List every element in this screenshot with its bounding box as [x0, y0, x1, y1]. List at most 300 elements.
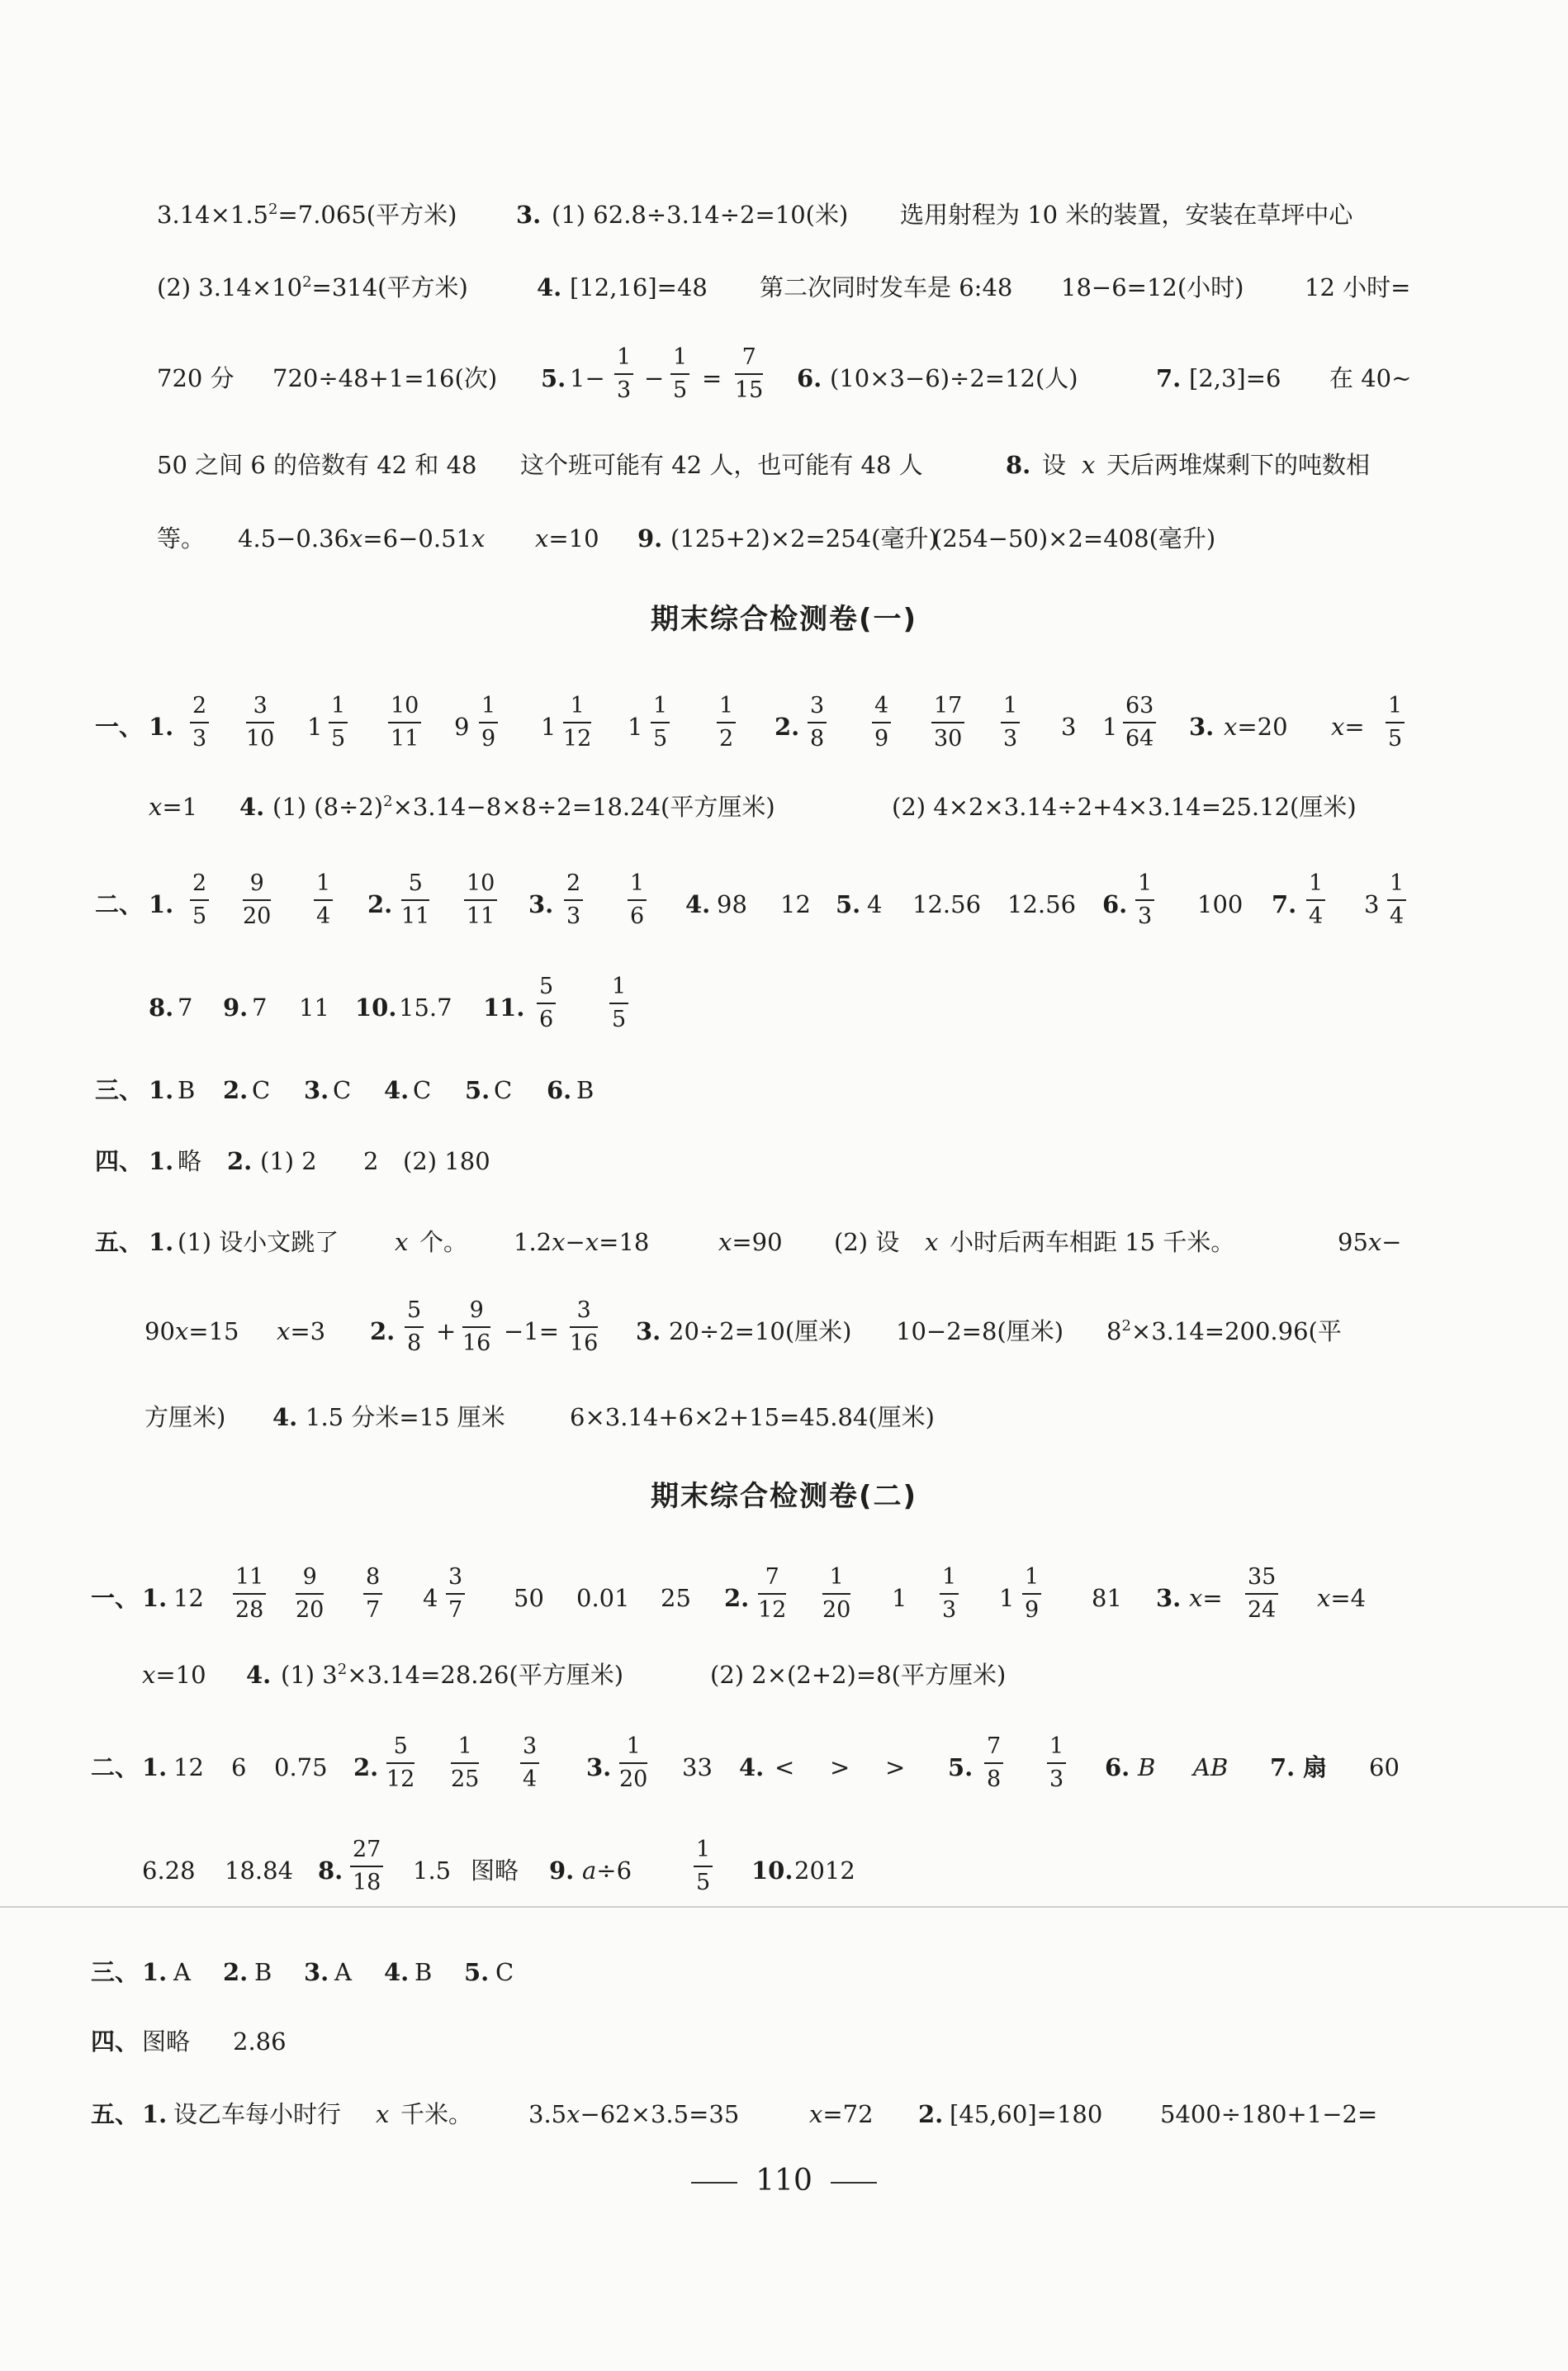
answer-text: x — [1189, 1584, 1203, 1612]
answer-text: [45,60]=180 — [950, 2100, 1103, 2128]
answer-text: 11 — [233, 1562, 266, 1595]
answer-text: x — [376, 2100, 390, 2128]
answer-text: 15 — [735, 377, 764, 403]
answer-text: (1) 3 — [281, 1661, 338, 1689]
answer-text: = — [1202, 1584, 1223, 1612]
answer-text: 3 — [942, 1597, 957, 1623]
answer-text: =15 — [188, 1317, 239, 1345]
answer-text: 4 — [1309, 903, 1324, 929]
fraction — [670, 342, 689, 406]
answer-text: 1 — [1022, 1562, 1041, 1595]
answer-text: x — [471, 524, 486, 552]
answer-text: 64 — [1125, 726, 1154, 752]
answer-text: − — [565, 1228, 585, 1256]
answer-text: 7. — [1272, 890, 1297, 918]
fraction — [386, 1731, 415, 1795]
answer-text: 5. — [836, 890, 861, 918]
answer-text: 1 — [1001, 690, 1020, 723]
answer-text: 6. — [547, 1076, 572, 1104]
answer-text: 90 — [144, 1317, 175, 1345]
answer-text: x — [718, 1228, 732, 1256]
answer-text: 5. — [948, 1753, 973, 1781]
answer-text: 6×3.14+6×2+15=45.84(厘米) — [570, 1403, 935, 1431]
fraction — [1386, 690, 1405, 755]
answer-text: 10 — [246, 726, 275, 752]
answer-text: 16 — [570, 1330, 599, 1356]
answer-text: 6 — [539, 1007, 554, 1032]
answer-text: x — [925, 1228, 939, 1256]
answer-text: x — [809, 2100, 823, 2128]
fraction — [1022, 1562, 1041, 1626]
answer-text: 2 — [190, 690, 209, 723]
answer-text: 5 — [1388, 726, 1403, 752]
fraction — [735, 342, 763, 406]
answer-text: 5400÷180+1−2= — [1160, 2100, 1378, 2128]
answer-text: 4.5−0.36 — [238, 524, 349, 552]
answer-text: 1. — [149, 1147, 174, 1175]
answer-text: 11 — [299, 993, 329, 1022]
answer-text: 3 — [1364, 890, 1380, 918]
answer-text: −62×3.5=35 — [580, 2100, 740, 2128]
answer-text: =314(平方米) — [311, 273, 468, 301]
fraction — [1047, 1731, 1066, 1795]
answer-text: 12.56 — [912, 890, 982, 918]
answer-text: 2. — [775, 713, 800, 741]
answer-text: 3. — [1156, 1584, 1182, 1612]
answer-text: 1. — [142, 2100, 168, 2128]
answer-text: 50 之间 6 的倍数有 42 和 48 — [157, 451, 477, 479]
answer-text: [2,3]=6 — [1189, 364, 1281, 392]
answer-text: 3. — [1189, 713, 1215, 741]
fraction — [296, 1562, 324, 1626]
answer-text: 7 — [735, 342, 763, 375]
answer-text: 千米。 — [400, 2100, 473, 2128]
answer-text: 3. — [516, 201, 542, 229]
fraction — [329, 690, 348, 755]
answer-text: AB — [1193, 1753, 1229, 1781]
answer-text: ÷6 — [596, 1856, 632, 1885]
answer-text: 2012 — [794, 1856, 855, 1885]
answer-text: 3. — [304, 1958, 329, 1986]
answer-text: 选用射程为 10 米的装置，安装在草坪中心 — [900, 201, 1353, 229]
answer-text: 10−2=8(厘米) — [896, 1317, 1064, 1345]
answer-text: 8. — [149, 993, 174, 1022]
answer-text: 4 — [1390, 903, 1405, 929]
answer-text: 3.14×1.5 — [157, 201, 268, 229]
answer-text: 1− — [570, 364, 605, 392]
answer-text: 5 — [401, 868, 429, 901]
answer-text: −1= — [504, 1317, 560, 1345]
answer-text: 8. — [1006, 451, 1031, 479]
answer-text: 这个班可能有 42 人，也可能有 48 人 — [520, 451, 923, 479]
answer-text: =6−0.51 — [362, 524, 471, 552]
fraction — [451, 1731, 479, 1795]
answer-text: 2. — [918, 2100, 944, 2128]
answer-text: 1 — [314, 868, 333, 901]
answer-text: = — [702, 364, 722, 392]
answer-text: 6. — [1105, 1753, 1130, 1781]
answer-text: =90 — [732, 1228, 783, 1256]
answer-text: (10×3−6)÷2=12(人) — [830, 364, 1078, 392]
divider-line — [0, 1906, 1568, 1908]
answer-text: 12.56 — [1007, 890, 1077, 918]
answer-text: ×3.14=200.96(平 — [1130, 1317, 1342, 1345]
answer-text: 3.5 — [528, 2100, 567, 2128]
answer-text: 五、 — [95, 1228, 144, 1256]
answer-text: 一、 — [95, 713, 144, 741]
answer-text: 9 — [454, 713, 470, 741]
fraction — [363, 1562, 382, 1626]
answer-text: 7 — [366, 1597, 381, 1623]
answer-text: (125+2)×2=254(毫升) — [670, 524, 938, 552]
answer-text: 2 — [383, 793, 393, 810]
answer-text: 4. — [537, 273, 562, 301]
answer-text: 4 — [316, 903, 331, 929]
answer-text: 9 — [874, 726, 889, 752]
answer-text: B — [415, 1958, 433, 1986]
answer-text: 1 — [619, 1731, 647, 1764]
answer-text: 11 — [467, 903, 495, 929]
answer-text: 12 — [780, 890, 811, 918]
answer-text: 98 — [717, 890, 747, 918]
answer-text: 略 — [178, 1147, 202, 1175]
answer-text: 5 — [673, 377, 688, 403]
answer-text: (1) 2 — [260, 1147, 317, 1175]
answer-text: x — [1367, 1228, 1382, 1256]
answer-text: A — [334, 1958, 352, 1986]
answer-text: 4. — [685, 890, 711, 918]
answer-text: 6. — [1102, 890, 1128, 918]
answer-text: 7. — [1270, 1753, 1296, 1781]
answer-text: > — [830, 1753, 850, 1781]
answer-text: 18.84 — [225, 1856, 294, 1885]
answer-text: 第二次同时发车是 6:48 — [760, 273, 1013, 301]
answer-text: 11. — [483, 993, 525, 1022]
answer-text: 1 — [694, 1834, 713, 1867]
answer-text: 15.7 — [399, 993, 452, 1022]
answer-text: 1 — [563, 690, 591, 723]
answer-text: (2) 4×2×3.14÷2+4×3.14=25.12(厘米) — [892, 793, 1357, 821]
answer-text: 63 — [1123, 690, 1156, 723]
answer-text: 25 — [451, 1766, 480, 1792]
answer-text: 1 — [822, 1562, 850, 1595]
answer-text: − — [1381, 1228, 1402, 1256]
answer-text: 1 — [329, 690, 348, 723]
answer-text: 720 分 — [157, 364, 234, 392]
answer-text: 8. — [318, 1856, 343, 1885]
answer-text: 1 — [609, 971, 628, 1004]
answer-text: (2) 设 — [834, 1228, 900, 1256]
answer-text: 2. — [370, 1317, 396, 1345]
answer-text: 6 — [231, 1753, 247, 1781]
answer-text: 3 — [1049, 1766, 1064, 1792]
answer-text: 2 — [337, 1661, 348, 1678]
answer-text: 1. — [149, 890, 174, 918]
answer-text: 3. — [528, 890, 554, 918]
answer-text: 2 — [363, 1147, 379, 1175]
answer-text: 0.01 — [576, 1584, 630, 1612]
answer-text: 1 — [1387, 868, 1406, 901]
fraction — [243, 868, 271, 932]
answer-text: 2 — [719, 726, 734, 752]
answer-text: =10 — [155, 1661, 206, 1689]
answer-text: 9 — [481, 726, 496, 752]
answer-text: 9 — [296, 1562, 324, 1595]
answer-text: 4. — [272, 1403, 298, 1431]
answer-text: C — [494, 1076, 513, 1104]
answer-text: 方厘米) — [144, 1403, 226, 1431]
answer-text: 5 — [192, 903, 207, 929]
fraction — [563, 690, 591, 755]
fraction — [717, 690, 736, 755]
answer-text: 12 小时= — [1305, 273, 1411, 301]
fraction — [464, 868, 497, 932]
answer-text: 7 — [984, 1731, 1003, 1764]
answer-text: 设 — [1042, 451, 1067, 479]
answer-text: 5 — [653, 726, 668, 752]
answer-text: 50 — [514, 1584, 544, 1612]
answer-text: 3 — [246, 690, 274, 723]
fraction — [405, 1295, 424, 1359]
answer-text: 5 — [696, 1870, 711, 1895]
fraction — [401, 868, 429, 932]
answer-text: 1 — [892, 1584, 907, 1612]
answer-text: 5. — [464, 1958, 490, 1986]
answer-text: < — [775, 1753, 795, 1781]
answer-text: 1 — [451, 1731, 479, 1764]
answer-text: 20 — [296, 1597, 324, 1623]
answer-text: 扇 — [1303, 1753, 1328, 1781]
answer-text: 3. — [586, 1753, 612, 1781]
fraction — [940, 1562, 959, 1626]
answer-text: 30 — [934, 726, 963, 752]
fraction — [1245, 1562, 1278, 1626]
answer-text: 在 40~ — [1329, 364, 1412, 392]
answer-text: 7 — [758, 1562, 786, 1595]
answer-text: (2) 180 — [403, 1147, 490, 1175]
answer-text: =20 — [1237, 713, 1288, 741]
fraction — [190, 690, 209, 755]
answer-text: 12 — [386, 1766, 415, 1792]
fraction — [350, 1834, 383, 1899]
answer-text: 2 — [302, 273, 312, 291]
answer-text: 小时后两车相距 15 千米。 — [950, 1228, 1235, 1256]
answer-text: C — [333, 1076, 352, 1104]
answer-text: ×3.14−8×8÷2=18.24(平方厘米) — [392, 793, 775, 821]
answer-text: B — [576, 1076, 595, 1104]
fraction — [822, 1562, 850, 1626]
fraction — [246, 690, 274, 755]
answer-text: (2) 2×(2+2)=8(平方厘米) — [710, 1661, 1007, 1689]
answer-text: (1) (8÷2) — [272, 793, 384, 821]
answer-text: 8 — [987, 1766, 1002, 1792]
answer-text: x — [174, 1317, 189, 1345]
answer-text: 7 — [252, 993, 268, 1022]
fraction — [694, 1834, 713, 1899]
fraction — [1387, 868, 1406, 932]
answer-text: 8 — [407, 1330, 422, 1356]
answer-text: =10 — [548, 524, 599, 552]
answer-text: 12 — [173, 1584, 204, 1612]
fraction — [462, 1295, 490, 1359]
answer-text: 三、 — [95, 1076, 144, 1104]
answer-text: 1 — [1135, 868, 1154, 901]
answer-text: 三、 — [91, 1958, 140, 1986]
answer-text: 1 — [1386, 690, 1405, 723]
answer-text: 图略 — [471, 1856, 519, 1885]
answer-text: 1 — [940, 1562, 959, 1595]
fraction — [479, 690, 498, 755]
answer-text: 3 — [192, 726, 207, 752]
answer-text: 4. — [246, 1661, 272, 1689]
answer-text: x — [552, 1228, 566, 1256]
fraction — [758, 1562, 786, 1626]
answer-text: 1 — [717, 690, 736, 723]
answer-text: 二、 — [95, 890, 144, 918]
answer-text: 1 — [628, 713, 643, 741]
answer-text: 2. — [353, 1753, 379, 1781]
answer-text: 1. — [149, 713, 174, 741]
answer-text: 10 — [464, 868, 497, 901]
answer-text: 5 — [612, 1007, 627, 1032]
answer-text: 二、 — [91, 1753, 140, 1781]
fraction — [314, 868, 333, 932]
answer-text: 1. — [142, 1753, 168, 1781]
answer-text: x — [142, 1661, 156, 1689]
answer-text: 2. — [724, 1584, 750, 1612]
answer-text: = — [1344, 713, 1365, 741]
page-number — [0, 2164, 1568, 2198]
section-title-1: 期末综合检测卷(一) — [650, 603, 918, 636]
answer-text: 1.5 分米=15 厘米 — [306, 1403, 505, 1431]
answer-text: 20 — [822, 1597, 851, 1623]
answer-text: 2 — [1121, 1317, 1131, 1335]
answer-text: =1 — [162, 793, 198, 821]
fraction — [520, 1731, 539, 1795]
answer-text: =7.065(平方米) — [277, 201, 457, 229]
answer-text: 720÷48+1=16(次) — [272, 364, 498, 392]
answer-text: 3 — [566, 903, 581, 929]
answer-text: x — [1224, 713, 1238, 741]
answer-text: [12,16]=48 — [570, 273, 708, 301]
answer-text: > — [885, 1753, 906, 1781]
answer-text: x — [149, 793, 163, 821]
answer-text: 5 — [386, 1731, 415, 1764]
answer-text: x — [1317, 1584, 1331, 1612]
answer-text: 8 — [810, 726, 825, 752]
fraction — [537, 971, 556, 1036]
answer-text: 4. — [384, 1076, 410, 1104]
answer-text: B — [254, 1958, 272, 1986]
answer-text: 12 — [173, 1753, 204, 1781]
answer-text: 17 — [931, 690, 964, 723]
answer-text: =3 — [290, 1317, 326, 1345]
answer-text: 天后两堆煤剩下的吨数相 — [1106, 451, 1371, 479]
answer-text: 11 — [401, 903, 430, 929]
answer-text: 95 — [1338, 1228, 1368, 1256]
answer-text: 3. — [304, 1076, 329, 1104]
answer-text: 7 — [178, 993, 193, 1022]
section-title-2: 期末综合检测卷(二) — [650, 1480, 918, 1513]
fraction — [388, 690, 421, 755]
answer-text: 等。 — [157, 524, 206, 552]
answer-text: x — [277, 1317, 291, 1345]
answer-text: a — [582, 1856, 597, 1885]
answer-text: 五、 — [91, 2100, 140, 2128]
fraction — [233, 1562, 266, 1626]
answer-text: 7. — [1156, 364, 1182, 392]
answer-text: 5 — [537, 971, 556, 1004]
answer-text: 5. — [465, 1076, 490, 1104]
answer-text: 9. — [549, 1856, 575, 1885]
answer-text: 33 — [682, 1753, 713, 1781]
answer-text: 个。 — [419, 1228, 468, 1256]
fraction — [1135, 868, 1154, 932]
fraction — [1001, 690, 1020, 755]
answer-text: 3 — [1003, 726, 1018, 752]
fraction — [570, 1295, 598, 1359]
answer-text: 5 — [405, 1295, 424, 1328]
answer-text: 20 — [243, 903, 272, 929]
answer-text: 4. — [239, 793, 265, 821]
answer-text: x — [1082, 451, 1096, 479]
answer-text: 1 — [614, 342, 633, 375]
answer-text: 0.75 — [274, 1753, 328, 1781]
answer-text: x — [349, 524, 363, 552]
answer-text: 60 — [1369, 1753, 1400, 1781]
answer-text: 1. — [149, 1076, 174, 1104]
answer-text: 9 — [243, 868, 271, 901]
answer-text: 5. — [541, 364, 566, 392]
answer-text: 4 — [423, 1584, 438, 1612]
answer-text: 1 — [1047, 1731, 1066, 1764]
answer-text: 1 — [628, 868, 647, 901]
answer-text: 3 — [1061, 713, 1077, 741]
answer-text: 25 — [661, 1584, 691, 1612]
answer-text: 20 — [619, 1766, 648, 1792]
fraction — [1306, 868, 1325, 932]
answer-text: 10. — [751, 1856, 793, 1885]
answer-text: 18−6=12(小时) — [1061, 273, 1244, 301]
fraction — [872, 690, 891, 755]
fraction — [1123, 690, 1156, 755]
fraction — [564, 868, 583, 932]
answer-text: 35 — [1245, 1562, 1278, 1595]
answer-text: 2. — [367, 890, 393, 918]
answer-text: 6 — [630, 903, 645, 929]
answer-text: x — [585, 1228, 599, 1256]
answer-text: 4. — [739, 1753, 765, 1781]
answer-text: 2. — [227, 1147, 253, 1175]
answer-text: 28 — [235, 1597, 264, 1623]
answer-text: 81 — [1092, 1584, 1122, 1612]
answer-text: 9. — [223, 993, 249, 1022]
answer-text: 1 — [307, 713, 323, 741]
answer-text: 4 — [523, 1766, 538, 1792]
answer-text: (2) 3.14×10 — [157, 273, 303, 301]
answer-text: 一、 — [91, 1584, 140, 1612]
answer-text: =18 — [599, 1228, 650, 1256]
fraction — [609, 971, 628, 1036]
answer-text: 3 — [570, 1295, 598, 1328]
answer-text: 3 — [1138, 903, 1153, 929]
fraction — [628, 868, 647, 932]
answer-text: B — [178, 1076, 196, 1104]
answer-text: (254−50)×2=408(毫升) — [933, 524, 1216, 552]
answer-text: x — [535, 524, 549, 552]
answer-text: x — [395, 1228, 409, 1256]
answer-text: 100 — [1197, 890, 1244, 918]
